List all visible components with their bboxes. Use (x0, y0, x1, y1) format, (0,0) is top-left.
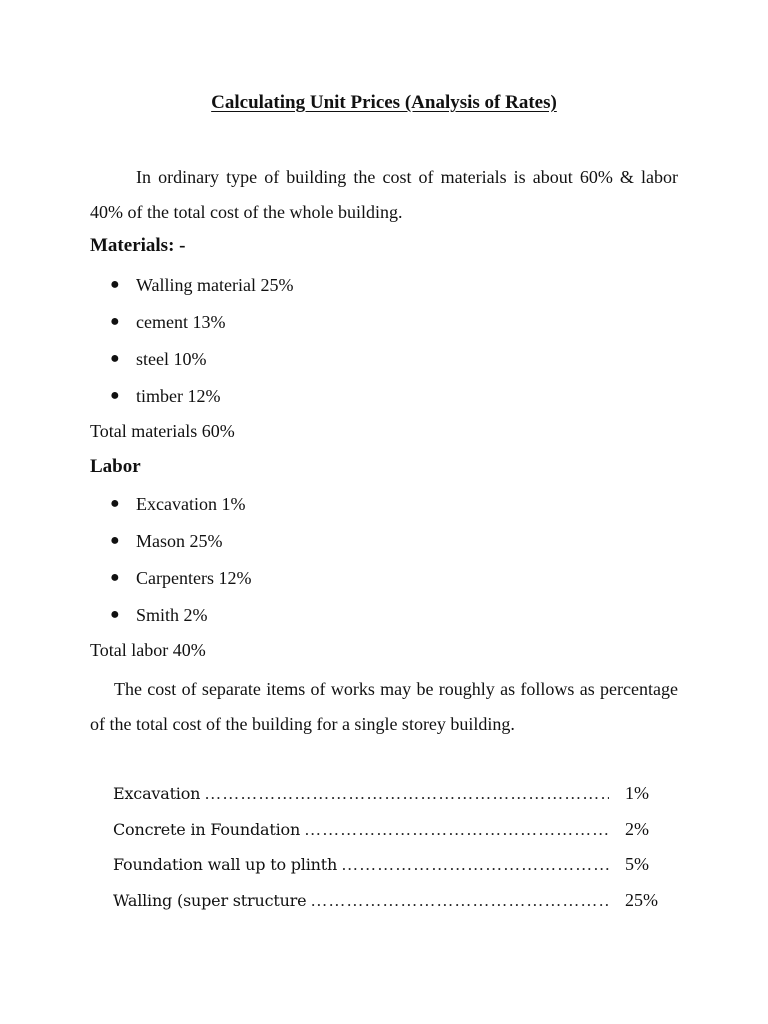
intro-paragraph: In ordinary type of building the cost of materials is about 60% & labor 40% of the total cost of the whole building. (90, 167, 678, 222)
work-item-value: 1% (625, 783, 649, 803)
work-item-row (113, 783, 673, 819)
dot-leader (204, 784, 609, 804)
work-item-value: 25% (625, 889, 658, 910)
bullet-icon: ● (110, 313, 120, 330)
list-item (110, 385, 294, 422)
bullet-icon: ● (110, 350, 120, 367)
work-item-value: 5% (625, 854, 649, 874)
page-title (0, 92, 768, 114)
bullet-icon: ● (110, 569, 120, 586)
work-item-label: Walling (super structure (113, 890, 307, 910)
labor-list (110, 493, 251, 641)
separate-items-paragraph: The cost of separate items of works may be roughly as follows as percentage of the total cost of the building for a single storey building. (90, 679, 678, 734)
bullet-icon: ● (110, 532, 120, 549)
dot-leader (310, 891, 609, 911)
bullet-icon: ● (110, 276, 120, 293)
labor-heading: Labor (90, 456, 141, 477)
total-materials: Total materials 60% (90, 421, 235, 441)
dot-leader (304, 820, 609, 840)
list-item-text: Smith 2% (136, 605, 208, 625)
total-labor: Total labor 40% (90, 640, 206, 660)
bullet-icon: ● (110, 495, 120, 512)
bullet-icon: ● (110, 387, 120, 404)
list-item (110, 567, 251, 604)
list-item-text: Walling material 25% (136, 275, 294, 295)
list-item-text: cement 13% (136, 312, 226, 332)
work-item-label: Excavation (113, 784, 201, 803)
materials-list (110, 274, 294, 422)
dot-leader (341, 855, 609, 875)
list-item (110, 348, 294, 385)
list-item (110, 493, 251, 530)
work-item-row (113, 854, 673, 890)
work-item-row (113, 819, 673, 855)
list-item-text: steel 10% (136, 349, 207, 369)
list-item-text: Carpenters 12% (136, 568, 252, 588)
work-item-label: Concrete in Foundation (113, 819, 301, 839)
work-item-value: 2% (625, 818, 649, 839)
list-item (110, 604, 251, 641)
list-item-text: Mason 25% (136, 531, 223, 551)
list-item-text: Excavation 1% (136, 494, 246, 514)
work-items-table (113, 783, 673, 925)
work-item-row (113, 890, 673, 926)
bullet-icon: ● (110, 606, 120, 623)
page-title-text: Calculating Unit Prices (Analysis of Rates) (211, 92, 557, 113)
work-item-label: Foundation wall up to plinth (113, 855, 338, 874)
list-item-text: timber 12% (136, 386, 221, 406)
materials-heading: Materials: - (90, 235, 186, 256)
list-item (110, 530, 251, 567)
list-item (110, 274, 294, 311)
list-item (110, 311, 294, 348)
